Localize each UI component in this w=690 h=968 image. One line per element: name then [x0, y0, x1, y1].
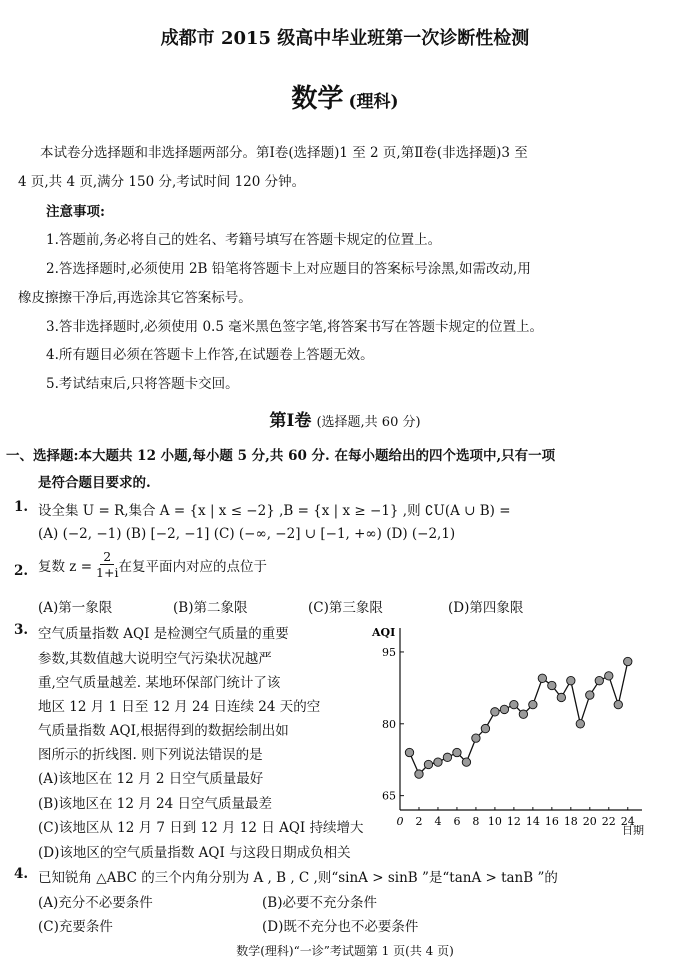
data-point: [595, 676, 603, 684]
data-point: [424, 760, 432, 768]
q2-frac-num: 2: [100, 549, 114, 565]
data-point: [548, 681, 556, 689]
data-point: [567, 676, 575, 684]
x-axis-label: 日期: [622, 824, 644, 835]
q1-stem: 设全集 U = R,集合 A = {x | x ≤ −2} ,B = {x | x ≥ −1} ,则 ∁U(A ∪ B) =: [38, 503, 511, 519]
data-point: [586, 691, 594, 699]
q3-stem-line-2: 参数,其数值越大说明空气污染状况越严: [38, 651, 272, 667]
q4-option-b: (B)必要不充分条件: [262, 895, 377, 911]
x-tick-label: 10: [487, 815, 502, 828]
y-tick-label: 65: [382, 789, 396, 803]
q4-stem: 已知锐角 △ABC 的三个内角分别为 A , B , C ,则“sinA > sinB ”是“tanA > tanB ”的: [38, 870, 558, 886]
data-point: [491, 708, 499, 716]
data-point: [519, 710, 527, 718]
x-tick-label: 20: [582, 815, 597, 828]
intro-line-2: 4 页,共 4 页,满分 150 分,考试时间 120 分钟。: [18, 174, 306, 190]
x-tick-label: 8: [472, 815, 480, 828]
part1-label: 第Ⅰ卷: [269, 411, 312, 431]
data-point: [443, 753, 451, 761]
q2-stem-before: 复数 z =: [38, 558, 93, 575]
y-tick-label: 80: [382, 717, 396, 731]
q2-fraction: [96, 549, 118, 580]
note-item-4: 4.所有题目必须在答题卡上作答,在试题卷上答题无效。: [46, 347, 374, 363]
q2-stem: [38, 549, 267, 580]
data-point: [538, 674, 546, 682]
q3-option-c: (C)该地区从 12 月 7 日到 12 月 12 日 AQI 持续增大: [38, 820, 364, 836]
q1-options: (A) (−2, −1) (B) [−2, −1] (C) (−∞, −2] ∪ [−1, +∞) (D) (−2,1): [38, 526, 456, 542]
q3-option-a: (A)该地区在 12 月 2 日空气质量最好: [38, 771, 264, 787]
q4-number: 4.: [14, 866, 29, 882]
data-point: [481, 724, 489, 732]
subject-note: (理科): [348, 92, 399, 112]
q2-stem-after: 在复平面内对应的点位于: [118, 558, 267, 575]
aqi-series-line: [410, 662, 628, 775]
x-tick-label: 4: [434, 815, 442, 828]
q4-option-a: (A)充分不必要条件: [38, 895, 153, 911]
x-tick-label: 2: [415, 815, 423, 828]
data-point: [576, 720, 584, 728]
x-tick-label: 16: [544, 815, 559, 828]
part1-note: (选择题,共 60 分): [316, 415, 421, 430]
y-axis-label: AQI: [372, 626, 396, 639]
data-point: [529, 700, 537, 708]
section1-line-1: 一、选择题:本大题共 12 小题,每小题 5 分,共 60 分. 在每小题给出的四个选项中,只有一项: [6, 448, 556, 464]
q3-option-d: (D)该地区的空气质量指数 AQI 与这段日期成负相关: [38, 845, 351, 861]
data-point: [434, 758, 442, 766]
q2-option-d: (D)第四象限: [448, 600, 524, 616]
x-tick-label: 12: [506, 815, 521, 828]
data-point: [453, 748, 461, 756]
q4-option-c: (C)充要条件: [38, 919, 113, 935]
exam-title: 成都市 2015 级高中毕业班第一次诊断性检测: [160, 28, 530, 49]
q3-number: 3.: [14, 622, 29, 638]
q2-number: 2.: [14, 563, 29, 579]
q2-option-b: (B)第二象限: [173, 600, 248, 616]
notes-heading: 注意事项:: [46, 204, 105, 220]
subject-title: [0, 78, 690, 115]
intro-line-1: 本试卷分选择题和非选择题两部分。第Ⅰ卷(选择题)1 至 2 页,第Ⅱ卷(非选择题)3 至: [40, 145, 528, 161]
data-point: [415, 770, 423, 778]
q2-option-a: (A)第一象限: [38, 600, 113, 616]
part1-title: [0, 406, 690, 431]
x-tick-label: 22: [601, 815, 616, 828]
page-footer: 数学(理科)“一诊”考试题第 1 页(共 4 页): [236, 944, 454, 958]
data-point: [510, 700, 518, 708]
y-tick-label: 95: [382, 645, 396, 659]
q2-frac-den: 1+i: [96, 565, 119, 580]
q3-stem-line-3: 重,空气质量越差. 某地环保部门统计了该: [38, 675, 281, 691]
q3-stem-line-4: 地区 12 月 1 日至 12 月 24 日连续 24 天的空: [38, 699, 321, 715]
data-point: [500, 705, 508, 713]
data-point: [462, 758, 470, 766]
data-point: [614, 700, 622, 708]
q3-option-b: (B)该地区在 12 月 24 日空气质量最差: [38, 796, 272, 812]
section1-line-2: 是符合题目要求的.: [38, 475, 151, 491]
x-tick-label: 24: [620, 815, 635, 828]
x-tick-label: 0: [396, 815, 404, 828]
data-point: [405, 748, 413, 756]
x-tick-label: 18: [563, 815, 578, 828]
aqi-line-chart: [370, 620, 670, 835]
note-item-2: 2.答选择题时,必须使用 2B 铅笔将答题卡上对应题目的答案标号涂黑,如需改动,用: [46, 261, 531, 277]
note-item-1: 1.答题前,务必将自己的姓名、考籍号填写在答题卡规定的位置上。: [46, 232, 442, 248]
data-point: [605, 672, 613, 680]
q3-stem-line-5: 气质量指数 AQI,根据得到的数据绘制出如: [38, 723, 289, 739]
q3-stem-line-1: 空气质量指数 AQI 是检测空气质量的重要: [38, 626, 289, 642]
data-point: [557, 693, 565, 701]
x-tick-label: 14: [525, 815, 540, 828]
note-item-2-cont: 橡皮擦擦干净后,再选涂其它答案标号。: [18, 290, 252, 306]
q3-stem-line-6: 图所示的折线图. 则下列说法错误的是: [38, 747, 263, 763]
x-tick-label: 6: [453, 815, 461, 828]
data-point: [624, 657, 632, 665]
note-item-3: 3.答非选择题时,必须使用 0.5 毫米黑色签字笔,将答案书写在答题卡规定的位置上。: [46, 319, 544, 335]
note-item-5: 5.考试结束后,只将答题卡交回。: [46, 376, 239, 392]
q2-option-c: (C)第三象限: [308, 600, 383, 616]
q4-option-d: (D)既不充分也不必要条件: [262, 919, 419, 935]
data-point: [472, 734, 480, 742]
subject-name: 数学: [291, 84, 344, 114]
q1-number: 1.: [14, 499, 29, 515]
